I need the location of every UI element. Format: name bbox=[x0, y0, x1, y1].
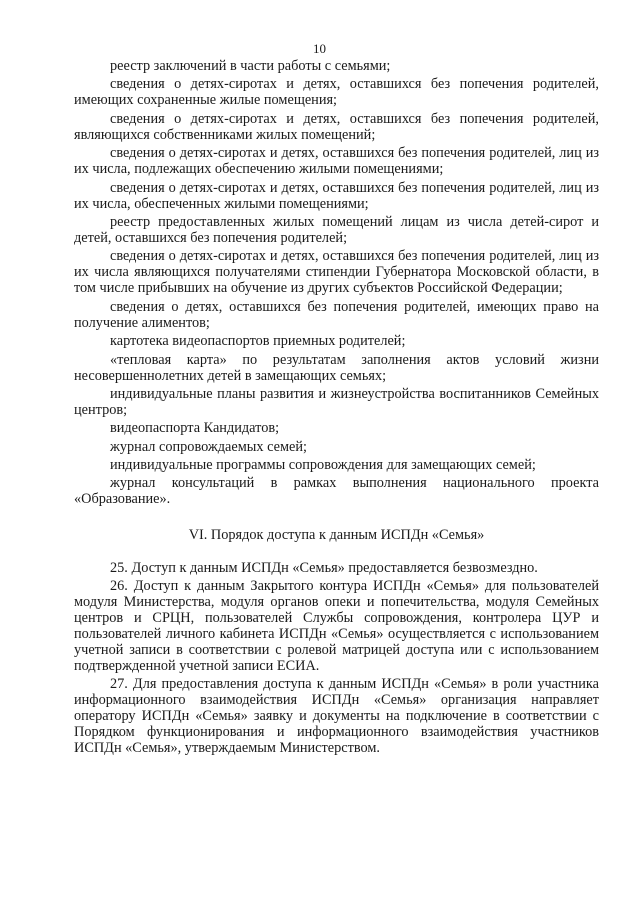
section-paragraph-25: 25. Доступ к данным ИСПДн «Семья» предоставляется безвозмездно. bbox=[110, 560, 538, 577]
list-item: сведения о детях-сиротах и детях, оставшихся без попечения родителей, лиц из их числа, подлежащих обеспечению жилыми помещениями; bbox=[74, 145, 599, 178]
list-item: реестр предоставленных жилых помещений лицам из числа детей-сирот и детей, оставшихся без попечения родителей; bbox=[74, 213, 599, 246]
data-list bbox=[74, 58, 599, 507]
list-item: журнал консультаций в рамках выполнения национального проекта «Образование». bbox=[74, 475, 599, 508]
list-item: индивидуальные программы сопровождения для замещающих семей; bbox=[110, 457, 536, 474]
list-item: «тепловая карта» по результатам заполнения актов условий жизни несовершеннолетних детей в замещающих семьях; bbox=[74, 351, 599, 384]
list-item: сведения о детях-сиротах и детях, оставшихся без попечения родителей, лиц из их числа являющихся получателями стипендии Губернатора Московской области, в том числе прибывших на обучение из других субъектов Российской Федерации; bbox=[74, 248, 599, 297]
section-paragraph-27: 27. Для предоставления доступа к данным ИСПДн «Семья» в роли участника информационного взаимодействия ИСПДн «Семья» организация направляет оператору ИСПДн «Семья» заявку и документы на подключение в соответствии с Порядком функционирования и информационного взаимодействия участников ИСПДн «Семья», утверждаемым Министерством. bbox=[74, 676, 599, 757]
list-item: сведения о детях, оставшихся без попечения родителей, имеющих право на получение алиментов; bbox=[74, 298, 599, 331]
list-item: журнал сопровождаемых семей; bbox=[110, 438, 307, 455]
list-item: сведения о детях-сиротах и детях, оставшихся без попечения родителей, имеющих сохраненные жилые помещения; bbox=[74, 76, 599, 109]
list-item: картотека видеопаспортов приемных родителей; bbox=[110, 333, 406, 350]
section-body bbox=[74, 560, 599, 756]
list-item: сведения о детях-сиротах и детях, оставшихся без попечения родителей, являющихся собственниками жилых помещений; bbox=[74, 110, 599, 143]
list-item: сведения о детях-сиротах и детях, оставшихся без попечения родителей, лиц из их числа, обеспеченных жилыми помещениями; bbox=[74, 179, 599, 212]
section-paragraph-26: 26. Доступ к данным Закрытого контура ИСПДн «Семья» для пользователей модуля Министерства, модуля органов опеки и попечительства, модуля Семейных центров и СРЦН, пользователей Службы сопровождения, контролера ЦУР и пользователей личного кабинета ИСПДн «Семья» осуществляется с использованием учетной записи в соответствии с ролевой матрицей доступа или с использованием подтвержденной учетной записи ЕСИА. bbox=[74, 578, 599, 675]
list-item: индивидуальные планы развития и жизнеустройства воспитанников Семейных центров; bbox=[74, 385, 599, 418]
document-body bbox=[74, 58, 599, 758]
list-item: реестр заключений в части работы с семьями; bbox=[110, 58, 391, 74]
list-item: видеопаспорта Кандидатов; bbox=[110, 420, 280, 437]
page-number: 10 bbox=[313, 41, 326, 56]
section-heading: VI. Порядок доступа к данным ИСПДн «Семья» bbox=[188, 527, 485, 544]
